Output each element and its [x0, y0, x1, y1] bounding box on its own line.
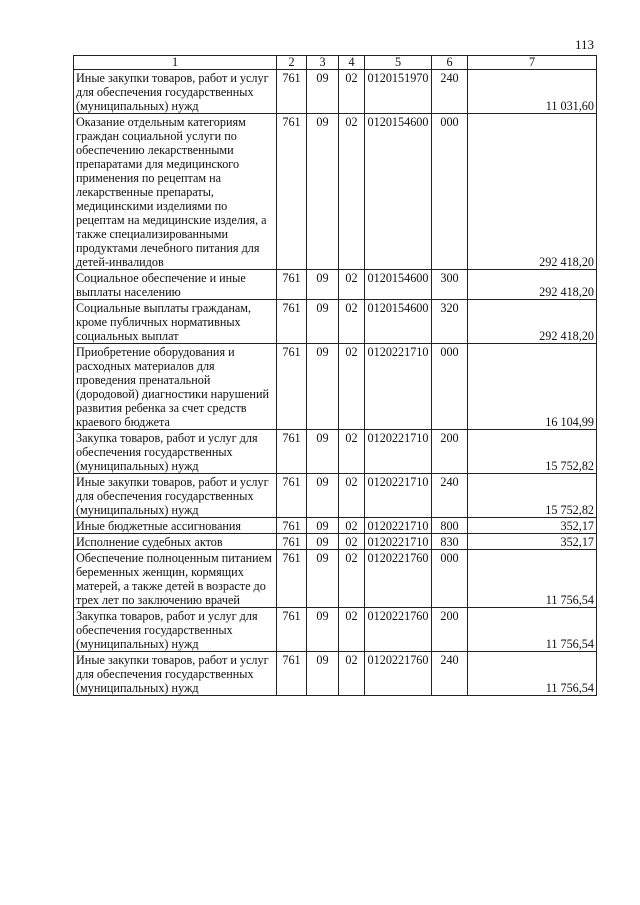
target-article-code: 0120154600 — [365, 270, 432, 300]
target-article-code: 0120221760 — [365, 550, 432, 608]
expense-name: Иные бюджетные ассигнования — [74, 518, 277, 534]
ministry-code: 761 — [277, 652, 307, 696]
table-row — [74, 518, 597, 534]
section-code: 09 — [307, 474, 339, 518]
section-code: 09 — [307, 430, 339, 474]
amount: 292 418,20 — [468, 114, 597, 270]
table-row — [74, 300, 597, 344]
ministry-code: 761 — [277, 70, 307, 114]
expense-type-code: 200 — [432, 608, 468, 652]
expense-type-code: 000 — [432, 344, 468, 430]
ministry-code: 761 — [277, 300, 307, 344]
ministry-code: 761 — [277, 430, 307, 474]
expense-name: Исполнение судебных актов — [74, 534, 277, 550]
expense-type-code: 000 — [432, 114, 468, 270]
expense-type-code: 240 — [432, 70, 468, 114]
table-row — [74, 608, 597, 652]
target-article-code: 0120221760 — [365, 608, 432, 652]
expense-name: Приобретение оборудования и расходных материалов для проведения пренатальной (дородовой) диагностики нарушений развития ребенка за счет средств краевого бюджета — [74, 344, 277, 430]
subsection-code: 02 — [339, 300, 365, 344]
target-article-code: 0120221710 — [365, 534, 432, 550]
table-row — [74, 474, 597, 518]
table-row — [74, 270, 597, 300]
table-row — [74, 430, 597, 474]
ministry-code: 761 — [277, 270, 307, 300]
table-row — [74, 70, 597, 114]
subsection-code: 02 — [339, 652, 365, 696]
subsection-code: 02 — [339, 534, 365, 550]
column-header: 3 — [307, 56, 339, 70]
target-article-code: 0120221710 — [365, 518, 432, 534]
amount: 11 031,60 — [468, 70, 597, 114]
ministry-code: 761 — [277, 518, 307, 534]
column-header: 7 — [468, 56, 597, 70]
ministry-code: 761 — [277, 344, 307, 430]
expense-type-code: 320 — [432, 300, 468, 344]
amount: 352,17 — [468, 534, 597, 550]
subsection-code: 02 — [339, 70, 365, 114]
expense-name: Закупка товаров, работ и услуг для обеспечения государственных (муниципальных) нужд — [74, 608, 277, 652]
subsection-code: 02 — [339, 344, 365, 430]
section-code: 09 — [307, 344, 339, 430]
target-article-code: 0120221710 — [365, 344, 432, 430]
section-code: 09 — [307, 534, 339, 550]
section-code: 09 — [307, 652, 339, 696]
table-row — [74, 534, 597, 550]
amount: 15 752,82 — [468, 474, 597, 518]
amount: 11 756,54 — [468, 550, 597, 608]
subsection-code: 02 — [339, 114, 365, 270]
target-article-code: 0120221760 — [365, 652, 432, 696]
ministry-code: 761 — [277, 474, 307, 518]
section-code: 09 — [307, 518, 339, 534]
subsection-code: 02 — [339, 270, 365, 300]
subsection-code: 02 — [339, 550, 365, 608]
table-row — [74, 652, 597, 696]
section-code: 09 — [307, 608, 339, 652]
target-article-code: 0120154600 — [365, 114, 432, 270]
expense-type-code: 240 — [432, 652, 468, 696]
table-row — [74, 550, 597, 608]
column-header: 1 — [74, 56, 277, 70]
ministry-code: 761 — [277, 550, 307, 608]
expense-type-code: 240 — [432, 474, 468, 518]
expense-name: Иные закупки товаров, работ и услуг для обеспечения государственных (муниципальных) нужд — [74, 652, 277, 696]
ministry-code: 761 — [277, 534, 307, 550]
column-header: 4 — [339, 56, 365, 70]
column-header: 5 — [365, 56, 432, 70]
expense-type-code: 200 — [432, 430, 468, 474]
amount: 15 752,82 — [468, 430, 597, 474]
amount: 292 418,20 — [468, 300, 597, 344]
expense-name: Закупка товаров, работ и услуг для обеспечения государственных (муниципальных) нужд — [74, 430, 277, 474]
table-row — [74, 114, 597, 270]
section-code: 09 — [307, 550, 339, 608]
amount: 11 756,54 — [468, 652, 597, 696]
budget-table — [73, 55, 597, 696]
target-article-code: 0120221710 — [365, 430, 432, 474]
table-row — [74, 344, 597, 430]
ministry-code: 761 — [277, 114, 307, 270]
subsection-code: 02 — [339, 518, 365, 534]
section-code: 09 — [307, 270, 339, 300]
section-code: 09 — [307, 300, 339, 344]
target-article-code: 0120154600 — [365, 300, 432, 344]
expense-name: Оказание отдельным категориям граждан социальной услуги по обеспечению лекарственными препаратами для медицинского применения по рецептам на лекарственные препараты, медицинскими изделиями по рецептам на медицинские изделия, а также специализированными продуктами лечебного питания для детей-инвалидов — [74, 114, 277, 270]
amount: 292 418,20 — [468, 270, 597, 300]
subsection-code: 02 — [339, 474, 365, 518]
subsection-code: 02 — [339, 430, 365, 474]
target-article-code: 0120151970 — [365, 70, 432, 114]
ministry-code: 761 — [277, 608, 307, 652]
target-article-code: 0120221710 — [365, 474, 432, 518]
amount: 16 104,99 — [468, 344, 597, 430]
expense-name: Иные закупки товаров, работ и услуг для обеспечения государственных (муниципальных) нужд — [74, 70, 277, 114]
expense-type-code: 800 — [432, 518, 468, 534]
page-number: 113 — [574, 37, 594, 52]
table-header-row — [74, 56, 597, 70]
expense-name: Социальное обеспечение и иные выплаты населению — [74, 270, 277, 300]
expense-name: Социальные выплаты гражданам, кроме публичных нормативных социальных выплат — [74, 300, 277, 344]
section-code: 09 — [307, 114, 339, 270]
subsection-code: 02 — [339, 608, 365, 652]
expense-type-code: 300 — [432, 270, 468, 300]
expense-name: Иные закупки товаров, работ и услуг для обеспечения государственных (муниципальных) нужд — [74, 474, 277, 518]
expense-type-code: 830 — [432, 534, 468, 550]
expense-name: Обеспечение полноценным питанием беременных женщин, кормящих матерей, а также детей в возрасте до трех лет по заключению врачей — [74, 550, 277, 608]
column-header: 2 — [277, 56, 307, 70]
amount: 11 756,54 — [468, 608, 597, 652]
section-code: 09 — [307, 70, 339, 114]
column-header: 6 — [432, 56, 468, 70]
expense-type-code: 000 — [432, 550, 468, 608]
amount: 352,17 — [468, 518, 597, 534]
